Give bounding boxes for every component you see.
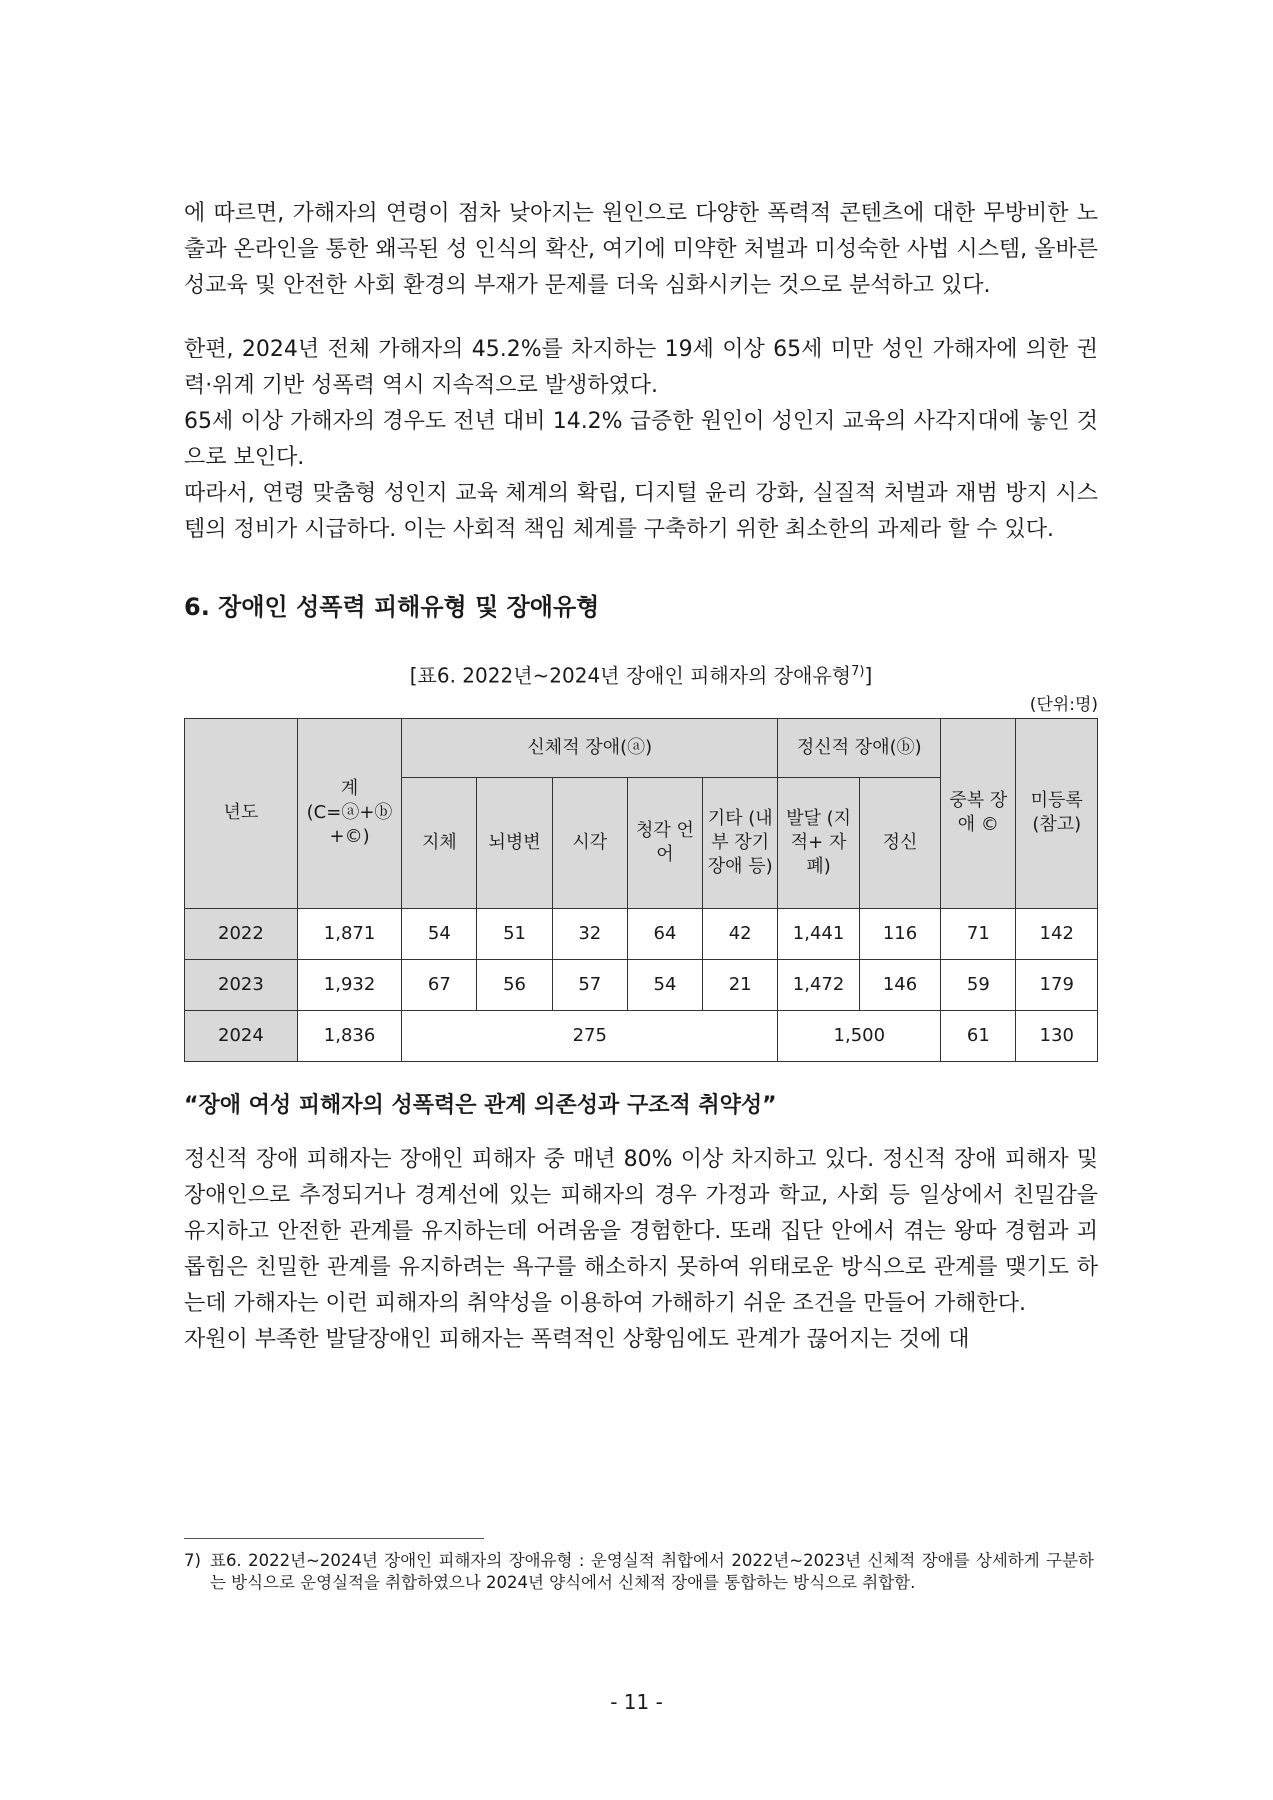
cell-value: 54	[402, 908, 477, 959]
quote-heading: “장애 여성 피해자의 성폭력은 관계 의존성과 구조적 취약성”	[184, 1092, 777, 1118]
disability-type-table	[184, 718, 1098, 1062]
cell-value: 54	[627, 959, 702, 1010]
paragraph: 한편, 2024년 전체 가해자의 45.2%를 차지하는 19세 이상 65세 미만 성인 가해자에 의한 권력·위계 기반 성폭력 역시 지속적으로 발생하였다.	[184, 337, 1098, 398]
table-row	[185, 1010, 1098, 1061]
cell-total: 1,836	[297, 1010, 401, 1061]
cell-value: 21	[703, 959, 778, 1010]
cell-total: 1,932	[297, 959, 401, 1010]
header-duplicate: 중복 장애 ©	[941, 718, 1016, 908]
cell-duplicate: 59	[941, 959, 1016, 1010]
cell-value: 51	[477, 908, 552, 959]
table-row	[185, 959, 1098, 1010]
table-header-row	[185, 718, 1098, 777]
header-physical-hearing: 청각 언어	[627, 777, 702, 908]
paragraph: 에 따르면, 가해자의 연령이 점차 낮아지는 원인으로 다양한 폭력적 콘텐츠에 대한 무방비한 노출과 온라인을 통한 왜곡된 성 인식의 확산, 여기에 미약한 처벌과 미성숙한 사법 시스템, 올바른 성교육 및 안전한 사회 환경의 부재가 문제를 더욱 심화시키는 것으로 분석하고 있다.	[184, 201, 1098, 298]
table-unit: (단위:명)	[1029, 694, 1098, 715]
table-caption	[184, 658, 1098, 690]
paragraph: 자원이 부족한 발달장애인 피해자는 폭력적인 상황임에도 관계가 끊어지는 것에 대	[184, 1326, 970, 1352]
header-physical-other: 기타 (내부 장기 장애 등)	[703, 777, 778, 908]
footnote	[184, 1550, 1098, 1594]
header-physical-group: 신체적 장애(ⓐ)	[402, 718, 778, 777]
cell-value: 1,441	[778, 908, 859, 959]
cell-value: 57	[552, 959, 627, 1010]
cell-value: 116	[859, 908, 940, 959]
footnote-divider	[184, 1538, 484, 1539]
header-mental-psychiatric: 정신	[859, 777, 940, 908]
cell-year: 2022	[185, 908, 298, 959]
paragraph: 따라서, 연령 맞춤형 성인지 교육 체계의 확립, 디지털 윤리 강화, 실질적 처벌과 재범 방지 시스템의 정비가 시급하다. 이는 사회적 책임 체계를 구축하기 위한 최소한의 과제라 할 수 있다.	[184, 481, 1098, 542]
cell-mental-merged: 1,500	[778, 1010, 941, 1061]
header-physical-brain: 뇌병변	[477, 777, 552, 908]
footnote-number: 7)	[184, 1551, 201, 1570]
footnote-mark[interactable]: 7)	[851, 664, 865, 679]
table-caption-text: [표6. 2022년~2024년 장애인 피해자의 장애유형	[409, 663, 852, 688]
cell-value: 146	[859, 959, 940, 1010]
cell-duplicate: 71	[941, 908, 1016, 959]
cell-total: 1,871	[297, 908, 401, 959]
table-row	[185, 908, 1098, 959]
cell-value: 42	[703, 908, 778, 959]
paragraph: 65세 이상 가해자의 경우도 전년 대비 14.2% 급증한 원인이 성인지 교육의 사각지대에 놓인 것으로 보인다.	[184, 409, 1098, 470]
cell-value: 1,472	[778, 959, 859, 1010]
header-physical-visual: 시각	[552, 777, 627, 908]
cell-value: 56	[477, 959, 552, 1010]
cell-unregistered: 142	[1016, 908, 1098, 959]
page-body	[184, 196, 1098, 1358]
cell-year: 2024	[185, 1010, 298, 1061]
page-number: - 11 -	[610, 1690, 663, 1714]
cell-value: 64	[627, 908, 702, 959]
header-mental-group: 정신적 장애(ⓑ)	[778, 718, 941, 777]
cell-unregistered: 130	[1016, 1010, 1098, 1061]
cell-physical-merged: 275	[402, 1010, 778, 1061]
cell-value: 32	[552, 908, 627, 959]
section-heading: 6. 장애인 성폭력 피해유형 및 장애유형	[184, 593, 600, 621]
header-unregistered: 미등록 (참고)	[1016, 718, 1098, 908]
header-physical-limb: 지체	[402, 777, 477, 908]
header-mental-developmental: 발달 (지적+ 자폐)	[778, 777, 859, 908]
footnote-text: 표6. 2022년~2024년 장애인 피해자의 장애유형 : 운영실적 취합에서 2022년~2023년 신체적 장애를 상세하게 구분하는 방식으로 운영실적을 취합하였으나 2024년 양식에서 신체적 장애를 통합하는 방식으로 취합함.	[210, 1551, 1094, 1592]
cell-value: 67	[402, 959, 477, 1010]
header-year: 년도	[185, 718, 298, 908]
cell-duplicate: 61	[941, 1010, 1016, 1061]
header-total: 계 (C=ⓐ+ⓑ +©)	[297, 718, 401, 908]
cell-unregistered: 179	[1016, 959, 1098, 1010]
paragraph: 정신적 장애 피해자는 장애인 피해자 중 매년 80% 이상 차지하고 있다. 정신적 장애 피해자 및 장애인으로 추정되거나 경계선에 있는 피해자의 경우 가정과 학교, 사회 등 일상에서 친밀감을 유지하고 안전한 관계를 유지하는데 어려움을 경험한다. 또래 집단 안에서 겪는 왕따 경험과 괴롭힘은 친밀한 관계를 유지하려는 욕구를 해소하지 못하여 위태로운 방식으로 관계를 맺기도 하는데 가해자는 이런 피해자의 취약성을 이용하여 가해하기 쉬운 조건을 만들어 가해한다.	[184, 1146, 1098, 1316]
cell-year: 2023	[185, 959, 298, 1010]
table-caption-close: ]	[864, 663, 873, 688]
